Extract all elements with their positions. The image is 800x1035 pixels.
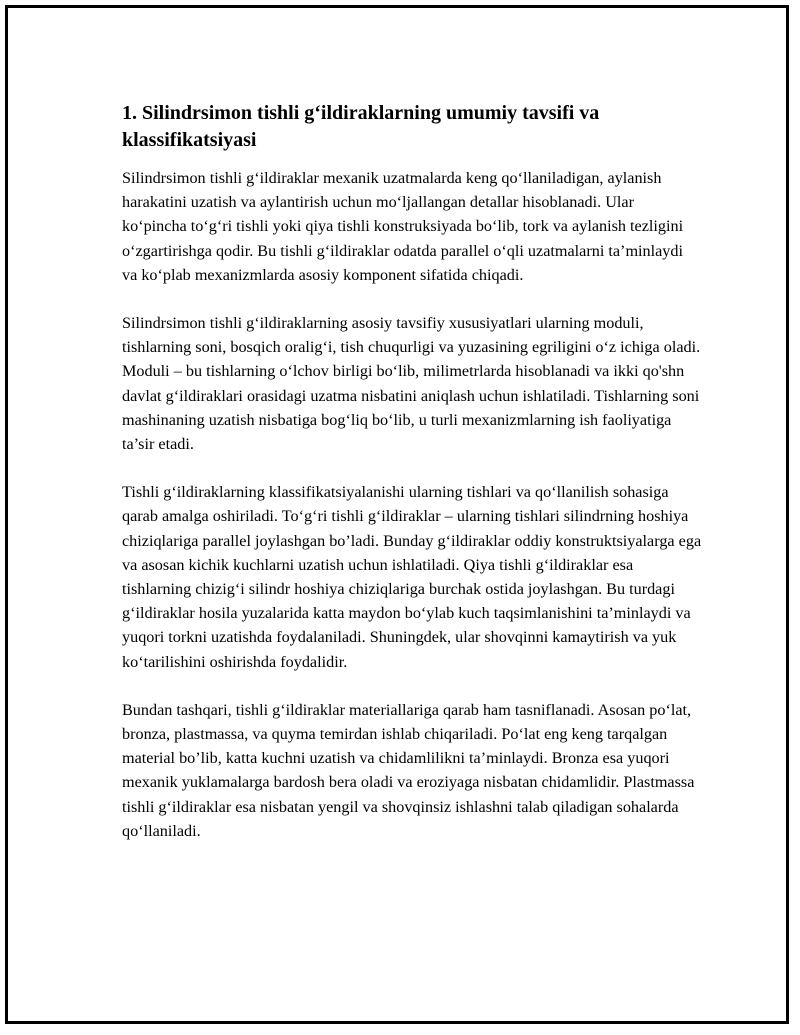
section-heading: 1. Silindrsimon tishli g‘ildiraklarning umumiy tavsifi va klassifikatsiyasi bbox=[122, 102, 600, 151]
paragraph-4: Bundan tashqari, tishli g‘ildiraklar materiallariga qarab ham tasniflanadi. Asosan po‘lat, bronza, plastmassa, va quyma temirdan ishlab chiqariladi. Po‘lat eng keng tarqalgan material bo’lib, katta kuchni uzatish va chidamlilikni ta’minlaydi. Bronza esa yuqori mexanik yuklamalarga bardosh bera oladi va eroziyaga nisbatan chidamlidir. Plastmassa tishli g‘ildiraklar esa nisbatan yengil va shovqinsiz ishlashni talab qiladigan sohalarda qo‘llaniladi. bbox=[122, 700, 695, 840]
document-page bbox=[5, 5, 789, 1024]
paragraph-2: Silindrsimon tishli g‘ildiraklarning asosiy tavsifiy xususiyatlari ularning moduli, tishlarning soni, bosqich oralig‘i, tish chuqurligi va yuzasining egriligini o‘z ichiga oladi. Moduli – bu tishlarning o‘lchov birligi bo‘lib, milimetrlarda hisoblanadi va ikki qo'shn davlat g‘ildiraklari orasidagi uzatma nisbatini aniqlash uchun ishlatiladi. Tishlarning soni mashinaning uzatish nisbatiga bog‘liq bo‘lib, u turli mexanizmlarning ish faoliyatiga ta’sir etadi. bbox=[122, 314, 701, 454]
document-body bbox=[122, 100, 702, 867]
paragraph-1: Silindrsimon tishli g‘ildiraklar mexanik uzatmalarda keng qo‘llaniladigan, aylanish harakatini uzatish va aylantirish uchun mo‘ljallangan detallar hisoblanadi. Ular ko‘pincha to‘g‘ri tishli yoki qiya tishli konstruksiyada bo‘lib, tork va aylanish tezligini o‘zgartirishga qodir. Bu tishli g‘ildiraklar odatda parallel o‘qli uzatmalarni ta’minlaydi va ko‘plab mexanizmlarda asosiy komponent sifatida chiqadi. bbox=[122, 169, 684, 284]
paragraph-3: Tishli g‘ildiraklarning klassifikatsiyalanishi ularning tishlari va qo‘llanilish sohasiga qarab amalga oshiriladi. To‘g‘ri tishli g‘ildiraklar – ularning tishlari silindrning hoshiya chiziqlariga parallel joylashgan bo’ladi. Bunday g‘ildiraklar oddiy konstruktsiyalarga ega va asosan kichik kuchlarni uzatish uchun ishlatiladi. Qiya tishli g‘ildiraklar esa tishlarning chizig‘i silindr hoshiya chiziqlariga burchak ostida joylashgan. Bu turdagi g‘ildiraklar hosila yuzalarida katta maydon bo‘ylab kuch taqsimlanishini ta’minlaydi va yuqori torkni uzatishda foydalaniladi. Shuningdek, ular shovqinni kamaytirish va yuk ko‘tarilishini oshirishda foydalidir. bbox=[122, 483, 702, 671]
